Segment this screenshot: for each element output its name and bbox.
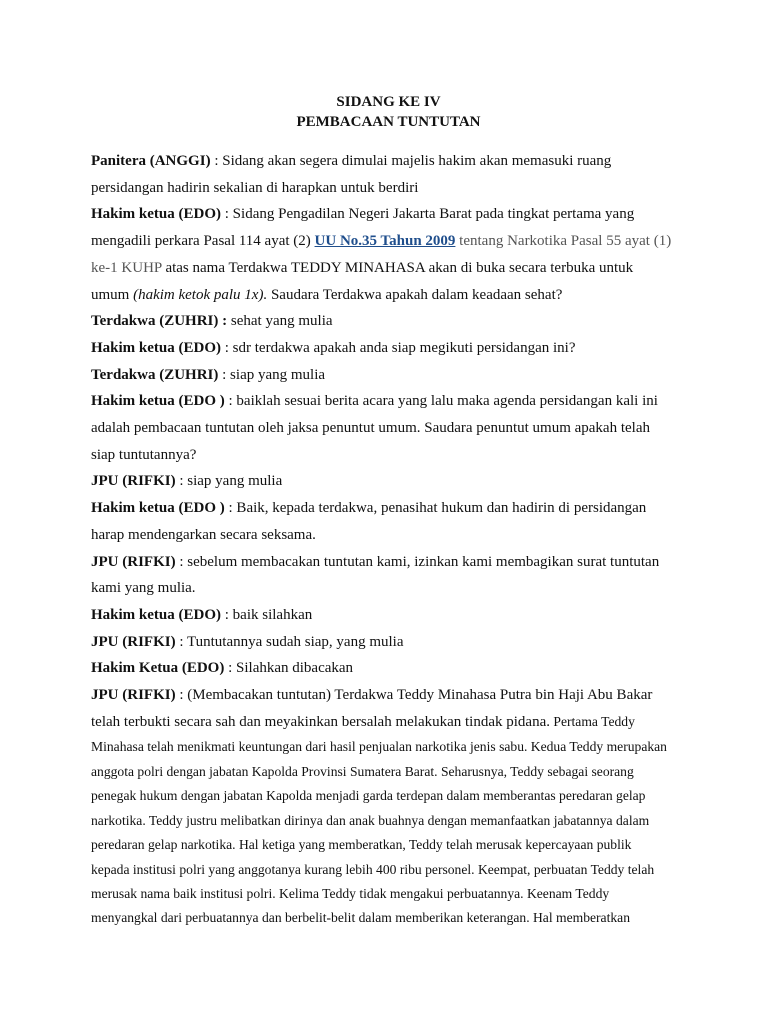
speaker-label: Terdakwa (ZUHRI) : — [91, 313, 228, 330]
speaker-label: Hakim ketua (EDO ) — [91, 500, 225, 517]
paragraph-line — [91, 833, 686, 857]
paragraph-line — [91, 308, 686, 335]
dialogue-text: telah terbukti secara sah dan meyakinkan bersalah melakukan tindak pidana. — [91, 713, 550, 730]
dialogue-text: : Sidang akan segera dimulai majelis hakim akan memasuki ruang — [210, 153, 612, 169]
law-reference-link[interactable]: UU No.35 Tahun 2009 — [314, 233, 456, 250]
dialogue-text: kepada institusi polri yang anggotanya kurang lebih 400 ribu personel. Keempat, perbuatan Teddy telah — [91, 861, 655, 877]
dialogue-text: Saudara Terdakwa apakah dalam keadaan sehat? — [267, 286, 563, 303]
paragraph-line — [91, 629, 686, 656]
dialogue-text: siap tuntutannya? — [91, 446, 197, 463]
paragraph-line — [91, 388, 686, 415]
document-title: SIDANG KE IV — [336, 94, 441, 110]
dialogue-text: sehat yang mulia — [227, 313, 333, 330]
paragraph-line — [91, 655, 686, 682]
dialogue-text-gray: ke-1 KUHP — [91, 259, 162, 276]
dialogue-text: adalah pembacaan tuntutan oleh jaksa penuntut umum. Saudara penuntut umum apakah telah — [91, 420, 650, 437]
speaker-label: Panitera (ANGGI) — [91, 153, 211, 169]
paragraph-line — [91, 415, 686, 442]
paragraph-line — [91, 175, 686, 202]
speaker-label: Hakim ketua (EDO ) — [91, 393, 225, 410]
paragraph-line — [91, 682, 686, 709]
dialogue-text: merusak nama baik institusi polri. Kelima Teddy tidak mengakui perbuatannya. Keenam Teddy — [91, 885, 610, 901]
dialogue-text: persidangan hadirin sekalian di harapkan untuk berdiri — [91, 179, 419, 196]
speaker-label: JPU (RIFKI) — [91, 553, 176, 570]
dialogue-text: : Baik, kepada terdakwa, penasihat hukum dan hadirin di persidangan — [224, 500, 647, 517]
dialogue-text: peredaran gelap narkotika. Hal ketiga yang memberatkan, Teddy telah merusak kepercayaan publik — [91, 837, 632, 853]
speaker-label: Hakim ketua (EDO) — [91, 606, 222, 623]
paragraph-line — [91, 468, 686, 495]
dialogue-text: narkotika. Teddy justru melibatkan dirinya dan anak buahnya dengan memanfaatkan jabatannya dalam — [91, 812, 650, 828]
speaker-label: Hakim ketua (EDO) — [91, 206, 222, 223]
dialogue-text: umum — [91, 286, 134, 303]
speaker-label: JPU (RIFKI) — [91, 473, 176, 490]
paragraph-line — [91, 148, 686, 175]
paragraph-line — [91, 709, 686, 736]
dialogue-text: : siap yang mulia — [218, 366, 326, 383]
speaker-label: JPU (RIFKI) — [91, 633, 176, 650]
dialogue-text: anggota polri dengan jabatan Kapolda Provinsi Sumatera Barat. Seharusnya, Teddy sebagai seorang — [91, 763, 634, 779]
speaker-label: Hakim ketua (EDO) — [91, 339, 222, 356]
speaker-label: Terdakwa (ZUHRI) — [91, 366, 219, 383]
paragraph-line — [91, 735, 686, 759]
document-subtitle: PEMBACAAN TUNTUTAN — [296, 114, 481, 130]
paragraph-line — [91, 882, 686, 906]
paragraph-line — [91, 858, 686, 882]
paragraph-line — [91, 522, 686, 549]
dialogue-text: : sebelum membacakan tuntutan kami, izinkan kami membagikan surat tuntutan — [175, 553, 660, 570]
dialogue-text: : baiklah sesuai berita acara yang lalu maka agenda persidangan kali ini — [224, 393, 658, 410]
paragraph-line — [91, 760, 686, 784]
dialogue-text: Minahasa telah menikmati keuntungan dari hasil penjualan narkotika jenis sabu. Kedua Teddy merupakan — [91, 739, 667, 755]
paragraph-line — [91, 575, 686, 602]
dialogue-text: : sdr terdakwa apakah anda siap megikuti persidangan ini? — [221, 339, 576, 356]
dialogue-text: Pertama Teddy — [550, 713, 635, 729]
paragraph-line — [91, 442, 686, 469]
dialogue-text-gray: tentang Narkotika Pasal 55 ayat (1) — [455, 233, 672, 250]
paragraph-line — [91, 228, 686, 255]
paragraph-line — [91, 282, 686, 309]
dialogue-text: atas nama Terdakwa TEDDY MINAHASA akan di buka secara terbuka untuk — [161, 259, 634, 276]
paragraph-line — [91, 784, 686, 808]
speaker-label: JPU (RIFKI) — [91, 687, 176, 704]
paragraph-line — [91, 255, 686, 282]
stage-direction: (hakim ketok palu 1x). — [133, 286, 268, 303]
dialogue-text: : Silahkan dibacakan — [224, 660, 354, 677]
dialogue-text: : (Membacakan tuntutan) Terdakwa Teddy Minahasa Putra bin Haji Abu Bakar — [175, 687, 653, 704]
dialogue-text: : baik silahkan — [221, 606, 313, 623]
dialogue-text: mengadili perkara Pasal 114 ayat (2) — [91, 233, 315, 250]
paragraph-line — [91, 335, 686, 362]
paragraph-line — [91, 362, 686, 389]
dialogue-text: harap mendengarkan secara seksama. — [91, 526, 316, 543]
dialogue-text: menyangkal dari perbuatannya dan berbelit-belit dalam memberikan keterangan. Hal memberatkan — [91, 910, 630, 926]
dialogue-text: penegak hukum dengan jabatan Kapolda menjadi garda terdepan dalam memberantas peredaran gelap — [91, 788, 646, 804]
paragraph-line — [91, 549, 686, 576]
paragraph-line — [91, 906, 686, 930]
dialogue-text: : siap yang mulia — [175, 473, 283, 490]
paragraph-line — [91, 201, 686, 228]
paragraph-line — [91, 495, 686, 522]
dialogue-text: : Tuntutannya sudah siap, yang mulia — [175, 633, 404, 650]
paragraph-line — [91, 602, 686, 629]
dialogue-text: kami yang mulia. — [91, 580, 196, 597]
speaker-label: Hakim Ketua (EDO) — [91, 660, 225, 677]
paragraph-line — [91, 809, 686, 833]
dialogue-text: : Sidang Pengadilan Negeri Jakarta Barat pada tingkat pertama yang — [221, 206, 635, 223]
